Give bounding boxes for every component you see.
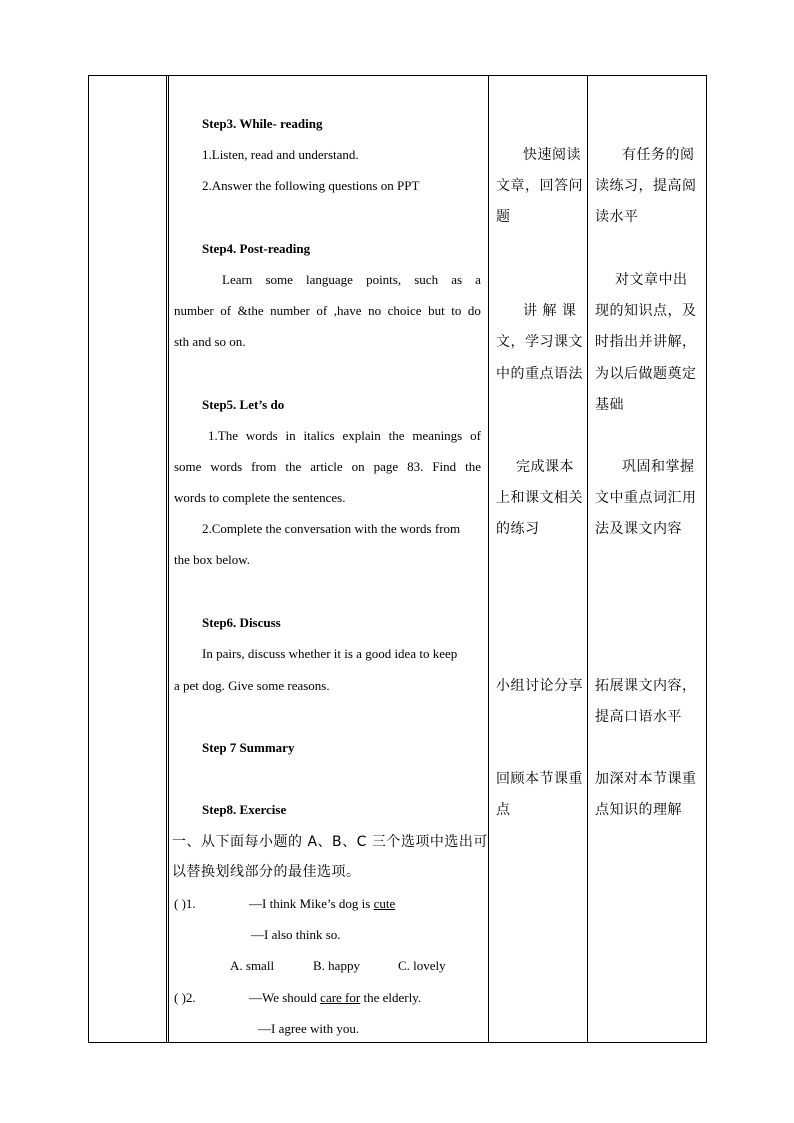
question-1-option-a: A. small [230, 958, 275, 973]
question-1-option-b: B. happy [313, 958, 360, 973]
step4-line3: sth and so on. [174, 334, 246, 349]
step7-purpose-2: 点知识的理解 [595, 802, 682, 818]
step3-line2: 2.Answer the following questions on PPT [202, 178, 420, 193]
step3-title: Step3. While- reading [202, 116, 323, 131]
column-divider-2 [488, 75, 489, 1043]
question-2-text: —We should care for the elderly. [249, 990, 422, 1005]
step6-line1: In pairs, discuss whether it is a good idea to keep [202, 646, 458, 661]
step5-activity-3: 的练习 [496, 521, 540, 537]
column-divider-1b [168, 75, 169, 1043]
step4-activity-1: 讲 解 课 [523, 303, 577, 319]
step4-purpose-3: 时指出并讲解， [595, 334, 697, 350]
step8-title: Step8. Exercise [202, 802, 287, 817]
step5-title: Step5. Let’s do [202, 397, 285, 412]
step5-purpose-1: 巩固和掌握 [622, 459, 695, 475]
step5-activity-1: 完成课本 [516, 459, 574, 475]
step4-purpose-1: 对文章中出 [615, 272, 688, 288]
step7-title: Step 7 Summary [202, 740, 295, 755]
step3-activity-1: 快速阅读 [523, 147, 581, 163]
question-1-paren: ( )1. [174, 896, 196, 911]
exercise-instruction-1: 一、从下面每小题的 A、B、C 三个选项中选出可 [172, 834, 488, 850]
question-2-answer: —I agree with you. [258, 1021, 360, 1036]
step4-line2: number of &the number of ,have no choice but to do [174, 303, 481, 318]
question-1-underlined: cute [373, 896, 396, 911]
step3-purpose-2: 读练习，提高阅 [595, 178, 697, 194]
question-1-text: —I think Mike’s dog is cute [249, 896, 396, 911]
step7-purpose-1: 加深对本节课重 [595, 771, 697, 787]
column-divider-3 [587, 75, 588, 1043]
table-top-border [88, 75, 707, 76]
step3-purpose-3: 读水平 [595, 209, 639, 225]
step5-purpose-3: 法及课文内容 [595, 521, 682, 537]
step4-title: Step4. Post-reading [202, 241, 311, 256]
step5-line3: words to complete the sentences. [174, 490, 346, 505]
step7-activity-2: 点 [496, 802, 511, 818]
step7-activity-1: 回顾本节课重 [496, 771, 583, 787]
step5-activity-2: 上和课文相关 [496, 490, 583, 506]
table-left-border [88, 75, 89, 1043]
table-bottom-border [88, 1042, 707, 1043]
step6-purpose-2: 提高口语水平 [595, 709, 682, 725]
question-1-option-c: C. lovely [398, 958, 446, 973]
step4-activity-2: 文，学习课文 [496, 334, 583, 350]
table-right-border [706, 75, 707, 1043]
step5-line5: the box below. [174, 552, 251, 567]
step3-line1: 1.Listen, read and understand. [202, 147, 359, 162]
step5-purpose-2: 文中重点词汇用 [595, 490, 697, 506]
step3-activity-3: 题 [496, 209, 511, 225]
exercise-instruction-2: 以替换划线部分的最佳选项。 [172, 864, 361, 880]
step4-purpose-5: 基础 [595, 397, 624, 413]
step3-purpose-1: 有任务的阅 [622, 147, 695, 163]
step6-activity-1: 小组讨论分享 [496, 678, 583, 694]
column-divider-1 [166, 75, 167, 1043]
step3-activity-2: 文章，回答问 [496, 178, 583, 194]
step6-line2: a pet dog. Give some reasons. [174, 678, 330, 693]
question-2-underlined: care for [320, 990, 361, 1005]
step4-purpose-4: 为以后做题奠定 [595, 366, 697, 382]
question-2-paren: ( )2. [174, 990, 196, 1005]
step5-line1: 1.The words in italics explain the meanings of [208, 428, 481, 443]
step4-purpose-2: 现的知识点，及 [595, 303, 697, 319]
step6-title: Step6. Discuss [202, 615, 281, 630]
question-1-answer: —I also think so. [251, 927, 341, 942]
step4-line1: Learn some language points, such as a [222, 272, 481, 287]
step4-activity-3: 中的重点语法 [496, 366, 583, 382]
step5-line2: some words from the article on page 83. Find the [174, 459, 481, 474]
step6-purpose-1: 拓展课文内容， [595, 678, 697, 694]
step5-line4: 2.Complete the conversation with the words from [202, 521, 461, 536]
